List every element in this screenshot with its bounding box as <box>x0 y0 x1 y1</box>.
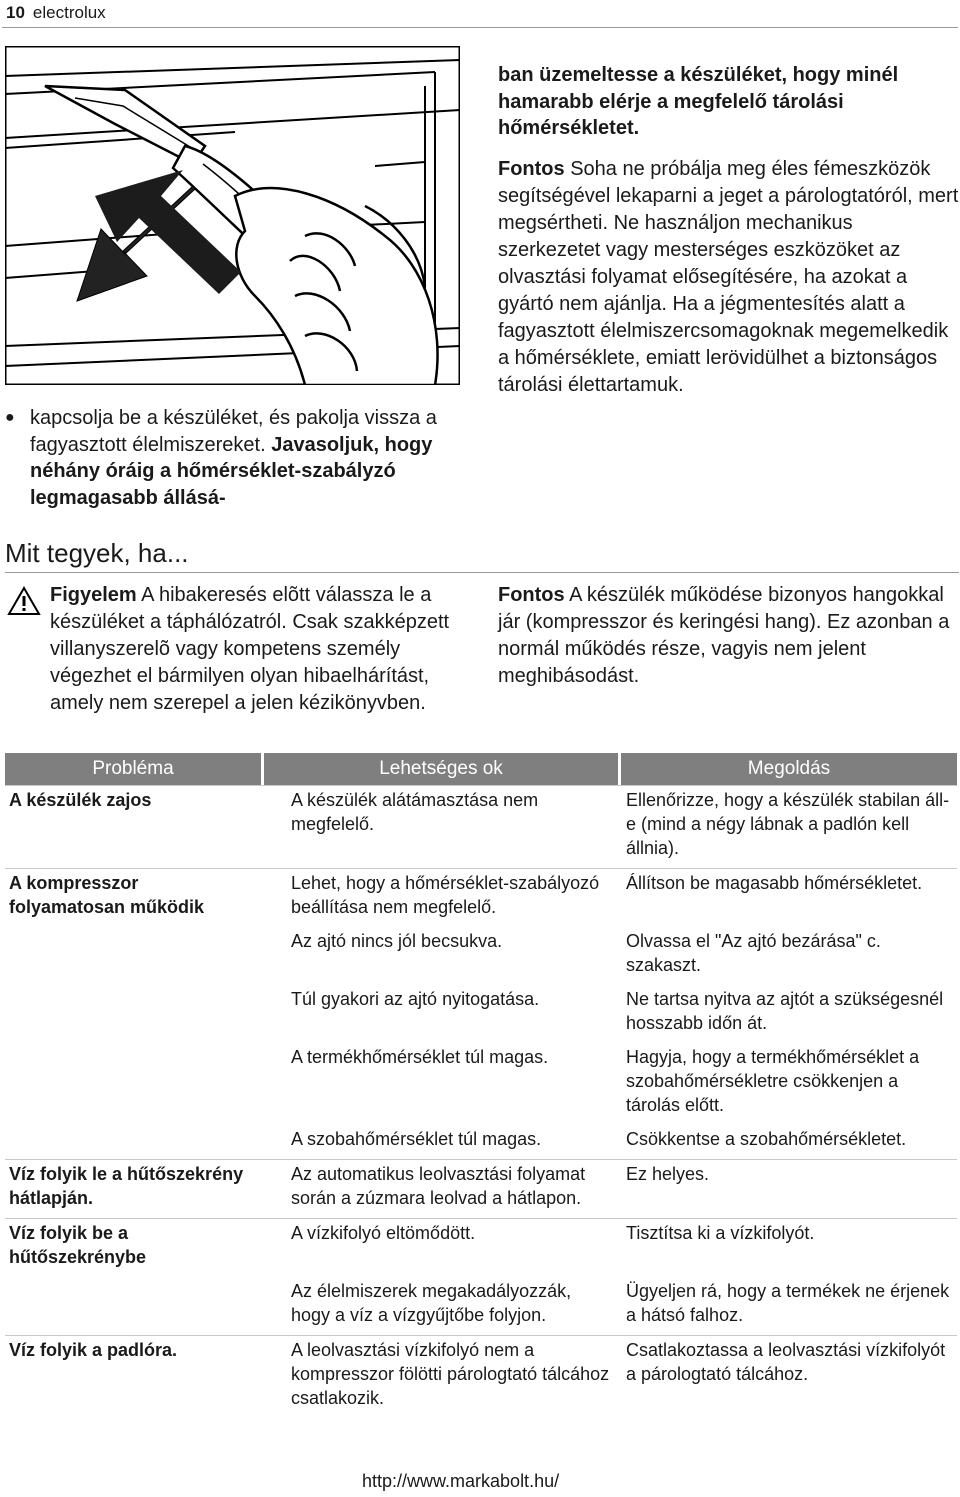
warning-block <box>5 582 465 717</box>
table-row <box>5 868 957 927</box>
problem-cell <box>5 985 261 1043</box>
solution-cell: Tisztítsa ki a vízkifolyót. <box>618 1218 957 1277</box>
solution-cell: Hagyja, hogy a termékhőmérséklet a szobahőmérsékletre csökkenjen a tárolás előtt. <box>626 1047 920 1115</box>
bullet-bold-text: Javasoljuk, hogy néhány óráig a hőmérséklet-szabályzó legmagasabb állásá- <box>30 433 433 509</box>
section-title: Mit tegyek, ha... <box>5 538 189 568</box>
note-text: Soha ne próbálja meg éles fémeszközök segítségével lekaparni a jeget a párologtatóról, mert megsértheti. Ne használjon mechanikus szerkezetet vagy mesterséges eszközöket az olvasztási folyamat elősegítésére, ha azokat a gyártó nem ajánlja. Ha a jégmentesítés alatt a fagyasztott élelmiszercsomagoknak megemelkedik a hőmérséklete, emiatt lerövidülhet a biztonságos tárolási élettartamuk. <box>498 158 959 396</box>
cause-cell: Az ajtó nincs jól becsukva. <box>291 931 503 951</box>
bullet-icon: ● <box>5 409 15 426</box>
column-header-cause: Lehetséges ok <box>261 753 618 785</box>
table-row <box>5 1159 957 1218</box>
troubleshooting-table <box>5 753 957 1418</box>
cause-cell: Az élelmiszerek megakadályozzák, hogy a víz a vízgyűjtőbe folyjon. <box>291 1281 572 1325</box>
cause-cell: Túl gyakori az ajtó nyitogatása. <box>291 989 540 1009</box>
problem-cell <box>5 1043 261 1125</box>
cause-cell: A leolvasztási vízkifolyó nem a kompresszor fölötti párologtató tálcához csatlakozik. <box>261 1335 618 1418</box>
warning-triangle-icon <box>7 586 41 616</box>
table-row <box>5 927 957 985</box>
problem-cell: A készülék zajos <box>5 785 261 868</box>
problem-cell: Víz folyik le a hűtőszekrény hátlapján. <box>5 1159 261 1218</box>
table-row <box>5 1277 957 1335</box>
solution-cell: Csökkentse a szobahőmérsékletet. <box>626 1129 907 1149</box>
footer-url: http://www.markabolt.hu/ <box>362 1471 560 1491</box>
problem-cell <box>5 1277 261 1335</box>
important-note-noise <box>498 582 960 690</box>
solution-cell: Állítson be magasabb hőmérsékletet. <box>618 868 957 927</box>
solution-cell: Ellenőrizze, hogy a készülék stabilan áll-e (mind a négy lábnak a padlón kell állnia). <box>618 785 957 868</box>
table-row <box>5 985 957 1043</box>
brand-name: electrolux <box>32 3 106 22</box>
section-divider <box>5 572 959 573</box>
solution-cell: Olvassa el "Az ajtó bezárása" c. szakaszt. <box>626 931 881 975</box>
solution-cell: Ez helyes. <box>618 1159 957 1218</box>
column-header-solution: Megoldás <box>618 753 957 785</box>
solution-cell: Ne tartsa nyitva az ajtót a szükségesnél hosszabb időn át. <box>626 989 944 1033</box>
page-header <box>2 0 958 28</box>
solution-cell: Ügyeljen rá, hogy a termékek ne érjenek a hátsó falhoz. <box>626 1281 950 1325</box>
problem-cell: Víz folyik be a hűtőszekrénybe <box>5 1218 261 1277</box>
problem-cell <box>5 927 261 985</box>
warning-label: Figyelem <box>50 584 137 606</box>
problem-cell <box>5 1125 261 1159</box>
page-number: 10 <box>6 3 25 22</box>
problem-cell: Víz folyik a padlóra. <box>5 1335 261 1418</box>
solution-cell: Csatlakoztassa a leolvasztási vízkifolyót a párologtató tálcához. <box>618 1335 957 1418</box>
important-note-defrost <box>498 156 960 399</box>
note-label: Fontos <box>498 158 565 180</box>
cause-cell: A vízkifolyó eltömődött. <box>261 1218 618 1277</box>
column-header-problem: Probléma <box>5 753 261 785</box>
table-row <box>5 1043 957 1125</box>
table-row <box>5 1218 957 1277</box>
problem-cell: A kompresszor folyamatosan működik <box>5 868 261 927</box>
table-header-row <box>5 753 957 785</box>
cause-cell: A termékhőmérséklet túl magas. <box>291 1047 549 1067</box>
defrost-scraper-illustration <box>5 46 460 385</box>
table-row <box>5 1125 957 1159</box>
continuation-text: ban üzemeltesse a készüléket, hogy minél hamarabb elérje a megfelelő tárolási hőmérsékletet. <box>498 64 899 139</box>
cause-cell: A készülék alátámasztása nem megfelelő. <box>261 785 618 868</box>
note-text: A készülék működése bizonyos hangokkal jár (kompresszor és keringési hang). Ez azonban a normál működés része, vagyis nem jelent meghibásodást. <box>498 584 950 687</box>
table-row <box>5 785 957 868</box>
cause-cell: Lehet, hogy a hőmérséklet-szabályozó beállítása nem megfelelő. <box>261 868 618 927</box>
cause-cell: Az automatikus leolvasztási folyamat során a zúzmara leolvad a hátlapon. <box>261 1159 618 1218</box>
warning-text: A hibakeresés elõtt válassza le a készüléket a táphálózatról. Csak szakképzett villanyszerelõ vagy kompetens személy végezhet el bármilyen olyan hibaelhárítást, amely nem szerepel a jelen kézikönyvben. <box>50 584 450 714</box>
table-row <box>5 1335 957 1418</box>
cause-cell: A szobahőmérséklet túl magas. <box>291 1129 542 1149</box>
bullet-text: kapcsolja be a készüléket, és pakolja vissza a fagyasztott élelmiszereket. <box>30 407 437 456</box>
bullet-paragraph <box>5 405 463 511</box>
note-label: Fontos <box>498 584 565 606</box>
